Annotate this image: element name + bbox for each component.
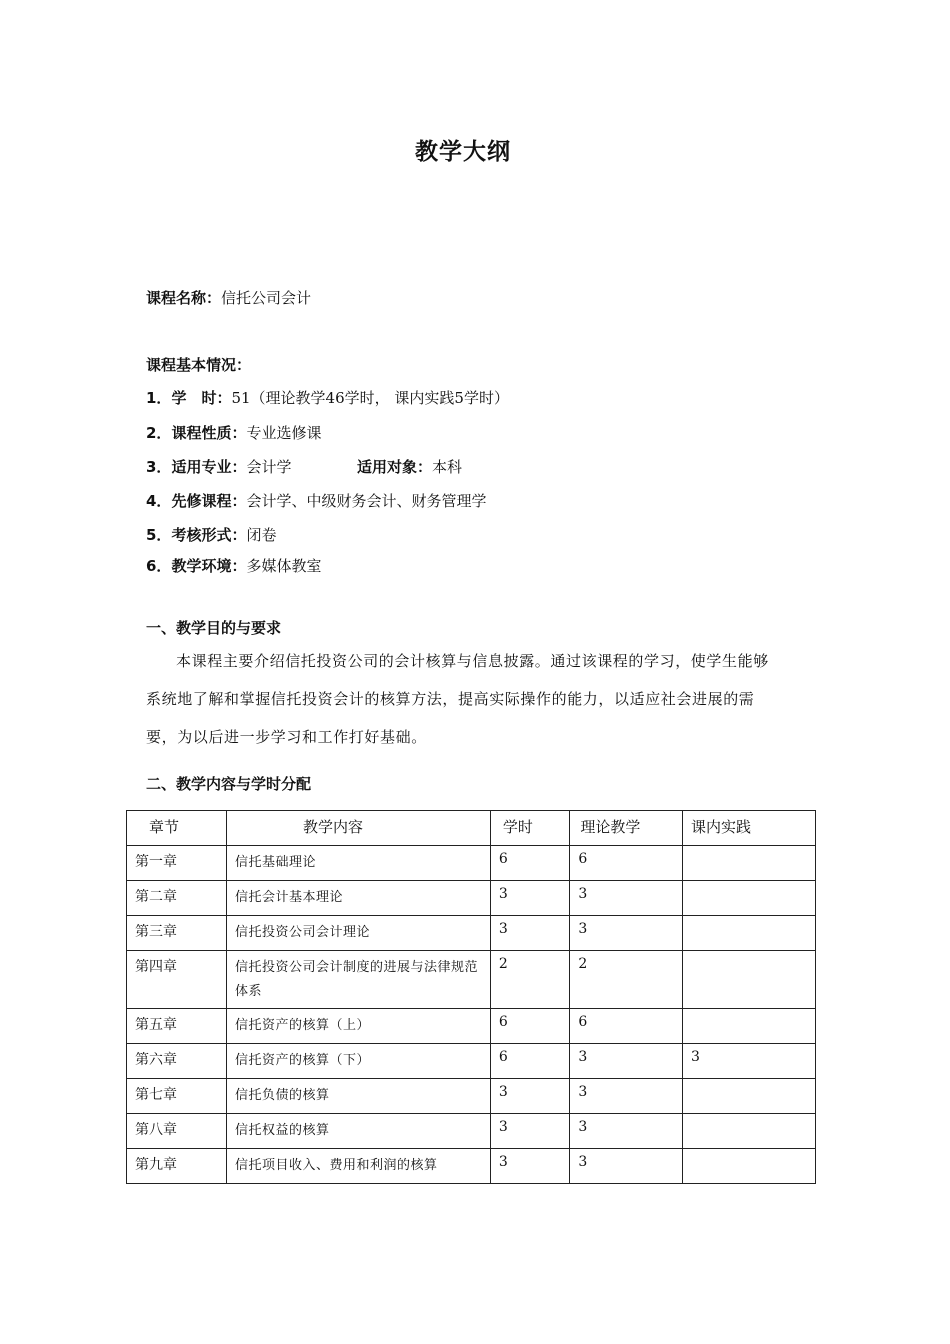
cell-hours: 6: [490, 1009, 570, 1044]
cell-content: 信托资产的核算（下）: [227, 1044, 491, 1079]
cell-content: 信托负债的核算: [227, 1079, 491, 1114]
table-row: [127, 1009, 816, 1044]
cell-practice: [682, 951, 815, 1009]
cell-chapter: 第五章: [127, 1009, 227, 1044]
header-theory: 理论教学: [570, 811, 683, 846]
cell-practice: [682, 881, 815, 916]
table-header-row: [127, 811, 816, 846]
info-item-num: 1．: [146, 389, 172, 407]
cell-content: 信托权益的核算: [227, 1114, 491, 1149]
header-practice: 课内实践: [682, 811, 815, 846]
course-name-line: [146, 287, 311, 308]
cell-practice: [682, 846, 815, 881]
info-item-label: 考核形式：: [171, 526, 247, 544]
cell-hours: 3: [490, 1079, 570, 1114]
cell-theory: 6: [570, 846, 683, 881]
cell-content: 信托基础理论: [227, 846, 491, 881]
cell-chapter: 第三章: [127, 916, 227, 951]
info-item-label: 课程性质：: [171, 424, 247, 442]
cell-content: 信托投资公司会计理论: [227, 916, 491, 951]
cell-chapter: 第六章: [127, 1044, 227, 1079]
info-item-value: 本科: [432, 458, 463, 476]
cell-theory: 3: [570, 1149, 683, 1184]
info-item-prereq: [146, 490, 486, 511]
cell-chapter: 第九章: [127, 1149, 227, 1184]
info-item-num: 3．: [146, 458, 172, 476]
cell-chapter: 第七章: [127, 1079, 227, 1114]
info-item-environment: [146, 555, 321, 576]
info-item-label: 学 时：: [171, 389, 232, 407]
course-name-label: 课程名称：: [146, 289, 222, 307]
table-row: [127, 1149, 816, 1184]
info-item-label: 适用对象：: [357, 458, 433, 476]
cell-content: 信托资产的核算（上）: [227, 1009, 491, 1044]
table-row: [127, 951, 816, 1009]
cell-theory: 6: [570, 1009, 683, 1044]
cell-content: 信托会计基本理论: [227, 881, 491, 916]
info-item-value: 会计学、中级财务会计、财务管理学: [246, 492, 487, 510]
cell-hours: 2: [490, 951, 570, 1009]
section2-heading: 二、教学内容与学时分配: [146, 775, 312, 793]
cell-theory: 3: [570, 881, 683, 916]
info-item-num: 5．: [146, 526, 172, 544]
table-row: [127, 916, 816, 951]
table-row: [127, 846, 816, 881]
schedule-table: [126, 810, 816, 1184]
info-item-label: 教学环境：: [171, 557, 247, 575]
header-chapter: 章节: [127, 811, 227, 846]
header-content: 教学内容: [227, 811, 491, 846]
cell-chapter: 第八章: [127, 1114, 227, 1149]
basic-info-heading: 课程基本情况：: [146, 356, 252, 374]
cell-theory: 3: [570, 916, 683, 951]
cell-practice: [682, 1149, 815, 1184]
cell-practice: [682, 1079, 815, 1114]
table-row: [127, 1114, 816, 1149]
info-item-exam: [146, 524, 276, 545]
document-title: 教学大纲: [415, 139, 511, 165]
info-item-nature: [146, 422, 321, 443]
cell-hours: 3: [490, 881, 570, 916]
cell-hours: 6: [490, 1044, 570, 1079]
info-item-num: 2．: [146, 424, 172, 442]
cell-practice: 3: [682, 1044, 815, 1079]
header-hours: 学时: [490, 811, 570, 846]
info-item-value: 多媒体教室: [246, 557, 322, 575]
table-row: [127, 1044, 816, 1079]
cell-practice: [682, 1009, 815, 1044]
cell-hours: 3: [490, 1149, 570, 1184]
cell-hours: 3: [490, 1114, 570, 1149]
info-item-num: 4．: [146, 492, 172, 510]
cell-chapter: 第一章: [127, 846, 227, 881]
cell-practice: [682, 916, 815, 951]
course-name-value: 信托公司会计: [221, 289, 312, 307]
info-item-value: 51（理论教学46学时， 课内实践5学时）: [231, 389, 509, 407]
cell-content: 信托项目收入、费用和利润的核算: [227, 1149, 491, 1184]
info-item-num: 6．: [146, 557, 172, 575]
info-item-label: 先修课程：: [171, 492, 247, 510]
info-item-value: 闭卷: [246, 526, 277, 544]
cell-chapter: 第二章: [127, 881, 227, 916]
table-row: [127, 1079, 816, 1114]
cell-theory: 2: [570, 951, 683, 1009]
info-item-audience: [357, 456, 462, 477]
cell-hours: 3: [490, 916, 570, 951]
cell-theory: 3: [570, 1079, 683, 1114]
info-item-major: [146, 456, 291, 477]
info-item-hours: [146, 387, 509, 408]
cell-theory: 3: [570, 1114, 683, 1149]
cell-content: 信托投资公司会计制度的进展与法律规范体系: [227, 951, 491, 1009]
section1-body: 本课程主要介绍信托投资公司的会计核算与信息披露。通过该课程的学习，使学生能够系统地了解和掌握信托投资会计的核算方法，提高实际操作的能力，以适应社会进展的需要，为以后进一步学习和工作打好基础。: [146, 652, 769, 746]
cell-theory: 3: [570, 1044, 683, 1079]
info-item-label: 适用专业：: [171, 458, 247, 476]
cell-hours: 6: [490, 846, 570, 881]
cell-practice: [682, 1114, 815, 1149]
info-item-value: 会计学: [246, 458, 292, 476]
section1-heading: 一、教学目的与要求: [146, 619, 282, 637]
cell-chapter: 第四章: [127, 951, 227, 1009]
info-item-value: 专业选修课: [246, 424, 322, 442]
table-row: [127, 881, 816, 916]
